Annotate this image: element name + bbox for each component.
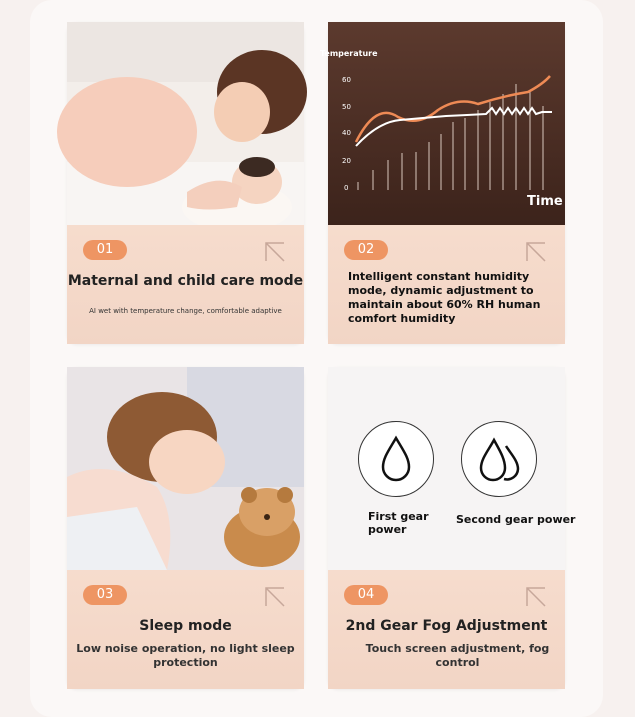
card-info: [67, 570, 304, 689]
card-title: 2nd Gear Fog Adjustment: [345, 618, 548, 634]
first-gear-label: First gear power: [368, 510, 429, 536]
arrow-diagonal-icon: [262, 239, 288, 265]
first-gear-button: [358, 421, 434, 497]
feature-card-sleep: [67, 367, 304, 689]
card-description: Touch screen adjustment, fog control: [365, 642, 550, 669]
card-number-badge: 04: [344, 585, 388, 605]
chart-tick-40: 40: [342, 129, 351, 137]
chart-tick-20: 20: [342, 157, 351, 165]
chart-xlabel: Time: [527, 194, 563, 209]
fog-gear-panel: [328, 367, 576, 570]
chart-tick-0: 0: [344, 184, 349, 192]
feature-card-fog: [328, 367, 576, 689]
double-drop-icon: [462, 422, 536, 496]
humidity-chart: [320, 22, 565, 225]
card-number-badge: 02: [344, 240, 388, 260]
card-number-badge: 03: [83, 585, 127, 605]
card-title: Sleep mode: [139, 618, 232, 634]
arrow-diagonal-icon: [262, 584, 288, 610]
card-number-badge: 01: [83, 240, 127, 260]
mother-baby-photo: [67, 22, 304, 225]
feature-card-maternal: [67, 22, 304, 344]
chart-tick-50: 50: [342, 103, 351, 111]
second-gear-button: [461, 421, 537, 497]
arrow-diagonal-icon: [523, 239, 549, 265]
card-description: Low noise operation, no light sleep protection: [76, 642, 295, 669]
sleeping-baby-photo: [67, 367, 304, 570]
feature-card-humidity: [320, 22, 565, 344]
single-drop-icon: [359, 422, 433, 496]
card-info: [328, 225, 565, 344]
card-info: [328, 570, 565, 689]
chart-tick-60: 60: [342, 76, 351, 84]
second-gear-label: Second gear power: [456, 513, 576, 526]
card-info: [67, 225, 304, 344]
chart-ylabel: Temperature: [320, 49, 378, 58]
card-title: Maternal and child care mode: [67, 273, 304, 289]
card-description: Intelligent constant humidity mode, dynamic adjustment to maintain about 60% RH human comfort humidity: [348, 270, 541, 325]
card-description: AI wet with temperature change, comfortable adaptive: [89, 307, 282, 315]
arrow-diagonal-icon: [523, 584, 549, 610]
